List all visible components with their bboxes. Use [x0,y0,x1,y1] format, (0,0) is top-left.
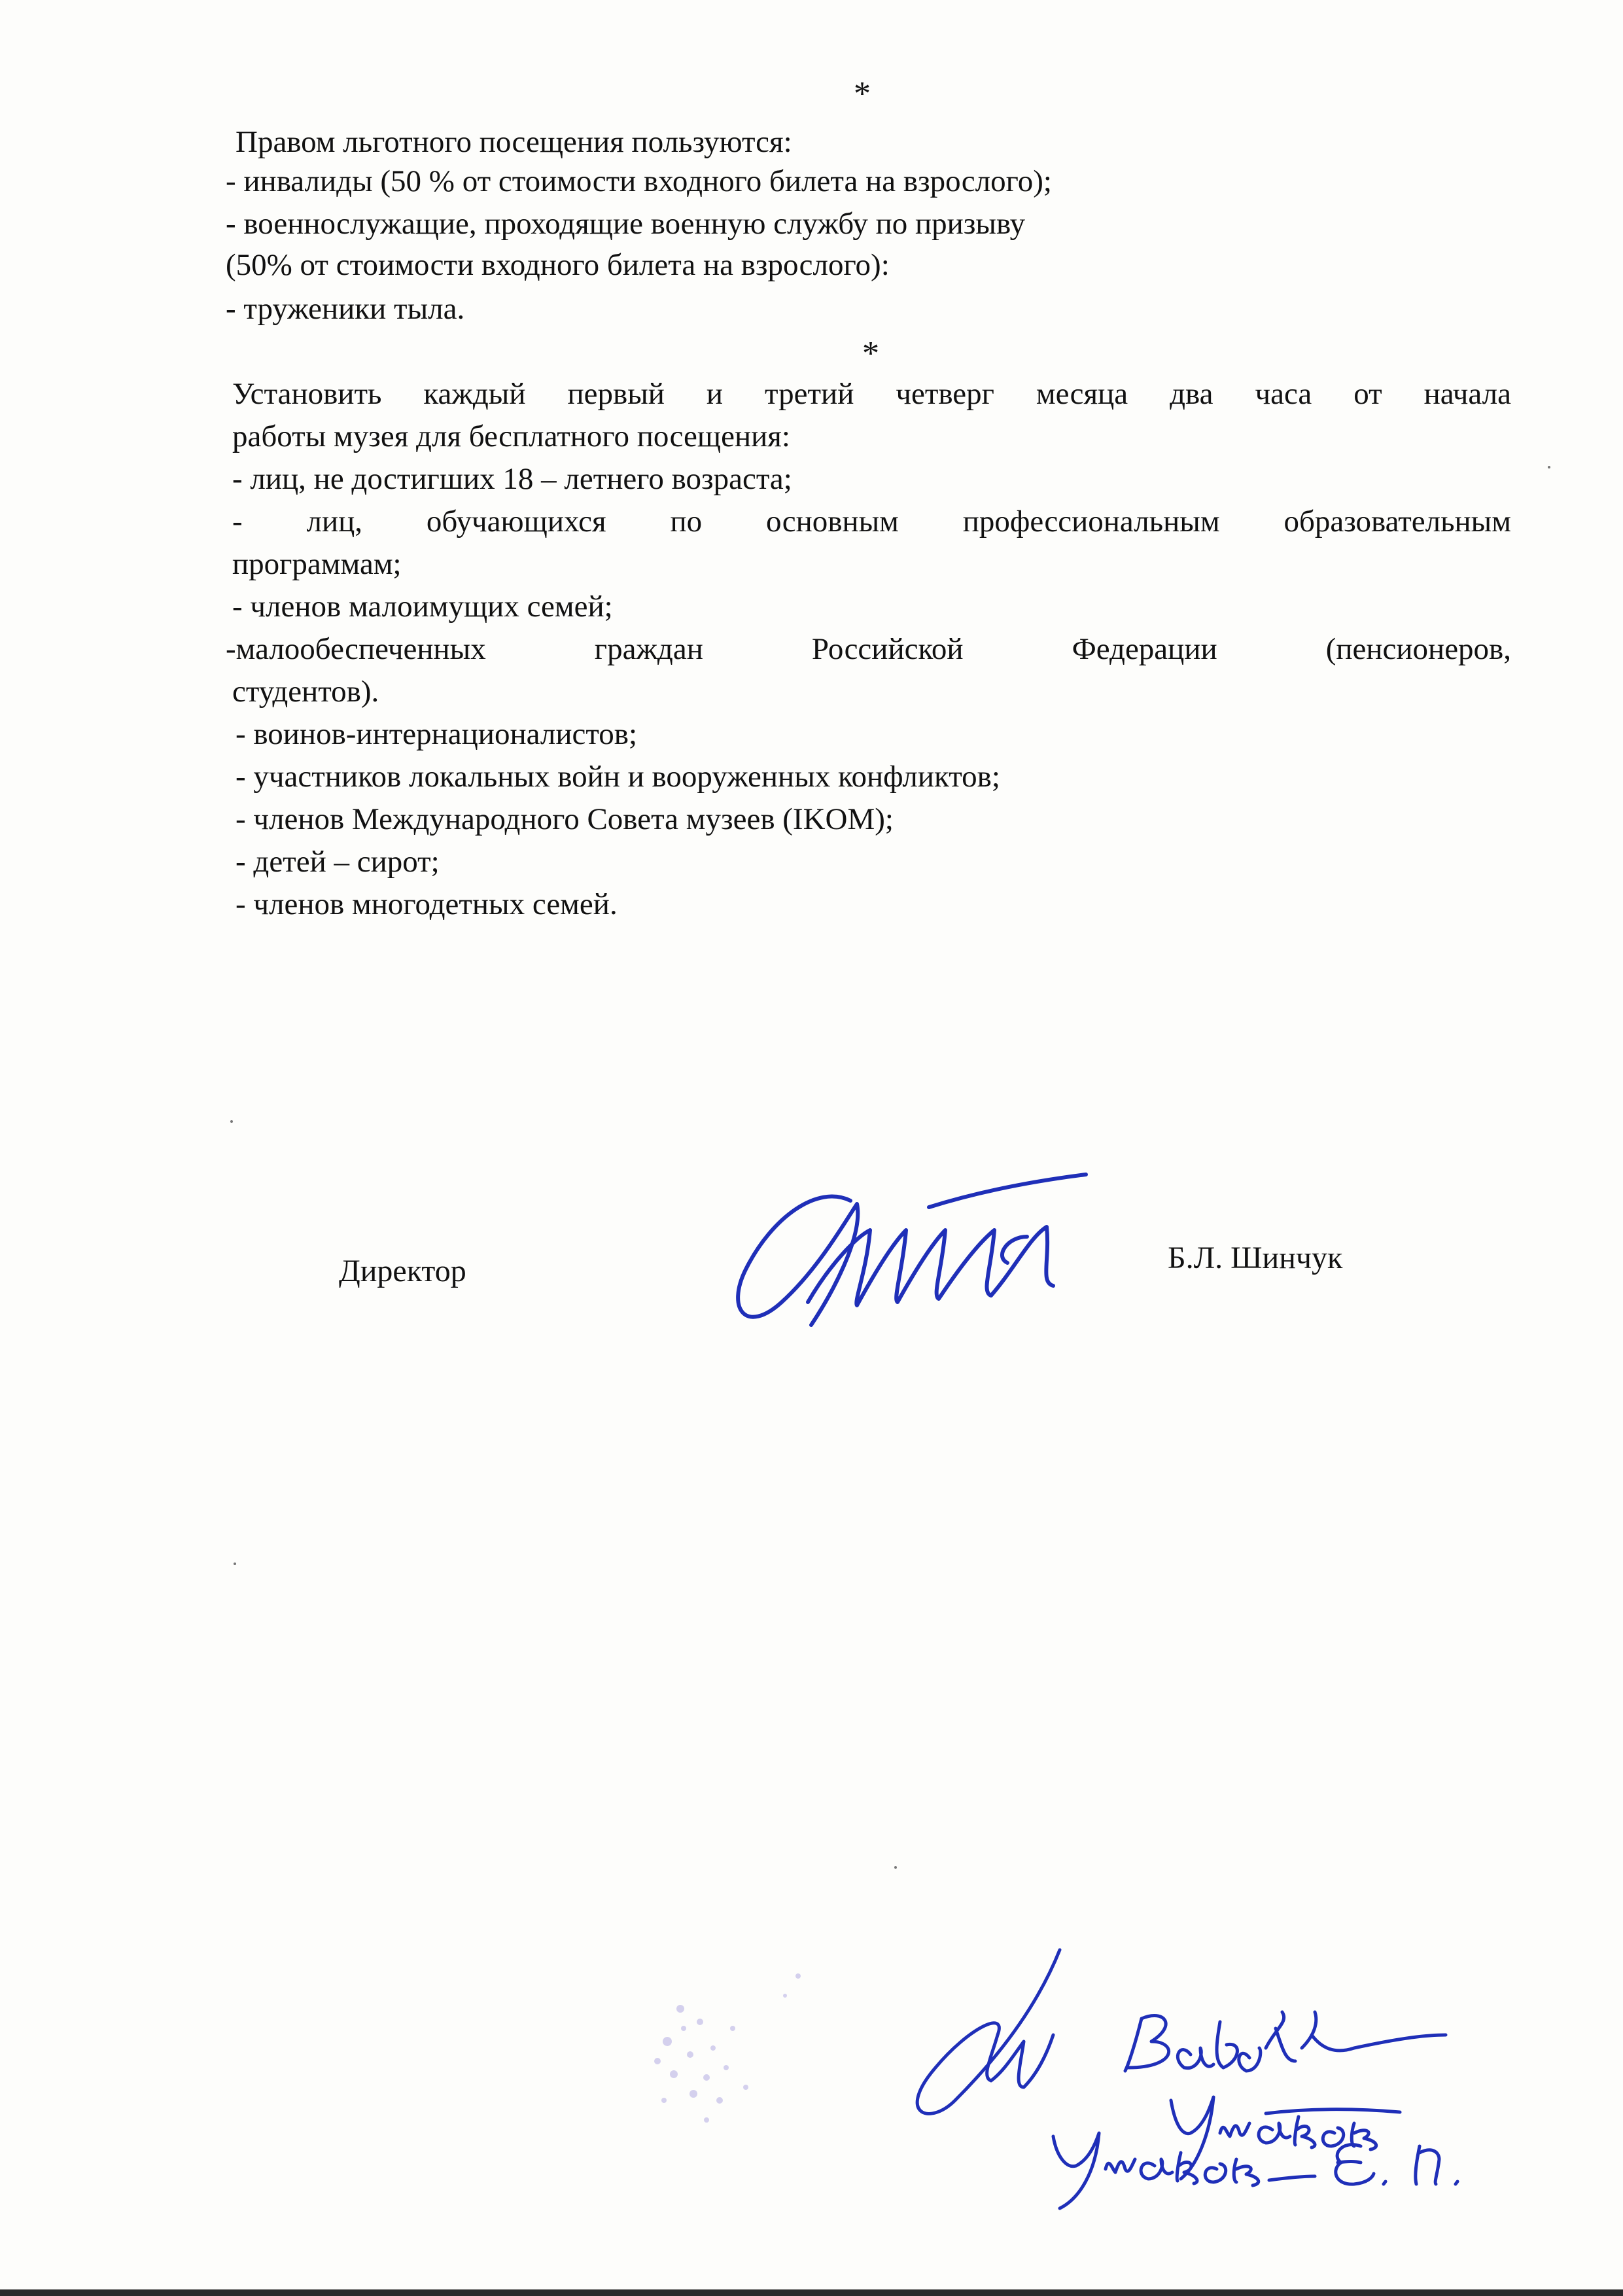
approval-handwriting [883,1937,1472,2212]
free-item-orphans: - детей – сирот; [236,845,440,879]
discount-item-disabled: - инвалиды (50 % от стоимости входного билета на взрослого); [226,164,1052,198]
free-item-low-income-families: - членов малоимущих семей; [232,590,613,624]
section-asterisk-top: * [854,75,871,113]
scan-speck [234,1563,236,1565]
free-intro-line-2: работы музея для бесплатного посещения: [232,419,790,453]
free-item-low-income-citizens-line-2: студентов). [232,675,379,709]
signature-name: Б.Л. Шинчук [1168,1241,1343,1275]
free-item-large-families: - членов многодетных семей. [236,887,618,921]
discount-item-home-front: - труженики тыла. [226,292,465,326]
free-item-war-participants: - участников локальных войн и вооруженных конфликтов; [236,760,1000,794]
free-item-icom-members: - членов Международного Совета музеев (IKOM); [236,802,894,836]
director-signature [720,1139,1125,1348]
signature-position: Директор [339,1254,466,1288]
scan-speck [230,1120,233,1123]
free-intro-line-1: Установить каждый первый и третий четверг месяца два часа от начала [232,377,1511,411]
free-item-minors: - лиц, не достигших 18 – летнего возраста; [232,462,792,496]
discount-heading: Правом льготного посещения пользуются: [236,125,792,159]
discount-item-military-cont: (50% от стоимости входного билета на взрослого): [226,248,890,282]
free-item-low-income-citizens-line-1: -малообеспеченных граждан Российской Федерации (пенсионеров, [226,632,1511,666]
scan-speck [1548,466,1550,468]
free-item-students-line-1: - лиц, обучающихся по основным профессиональным образовательным [232,504,1511,539]
free-item-internationalists: - воинов-интернационалистов; [236,717,638,751]
faded-stamp [628,1937,837,2159]
scan-speck [894,1866,897,1869]
free-item-students-line-2: программам; [232,547,402,581]
discount-item-military: - военнослужащие, проходящие военную службу по призыву [226,207,1026,241]
section-asterisk-middle: * [862,335,879,372]
scan-bottom-edge [0,2289,1623,2296]
